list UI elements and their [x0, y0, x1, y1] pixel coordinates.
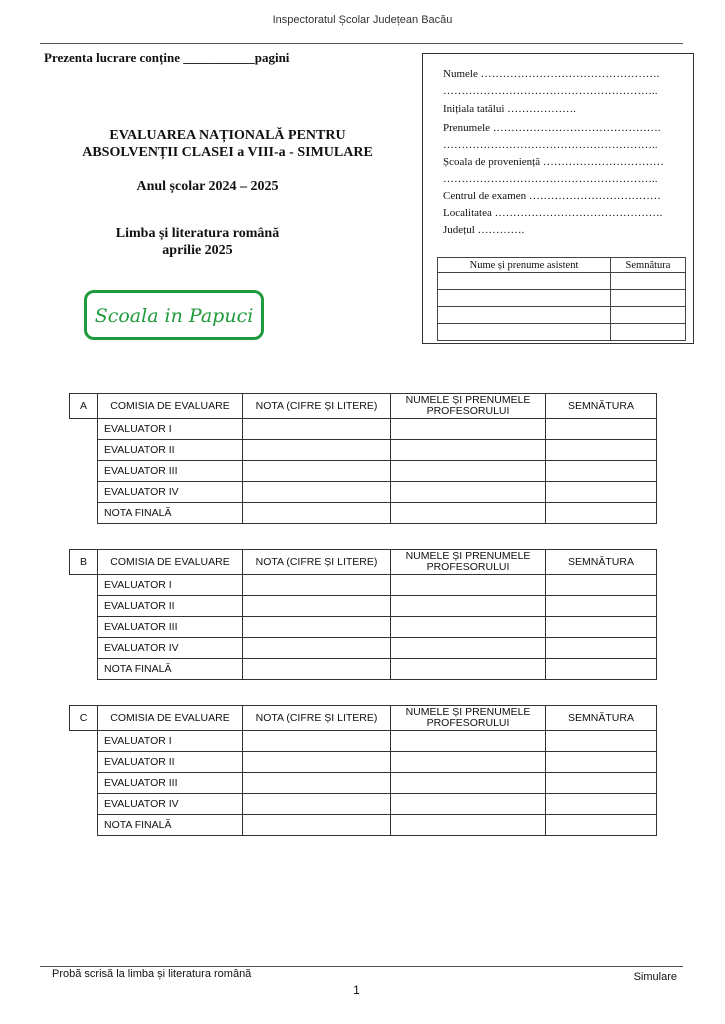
evaluator-label: EVALUATOR I	[98, 575, 243, 596]
final-grade-label: NOTA FINALĂ	[98, 659, 243, 680]
evaluator-label: EVALUATOR I	[98, 731, 243, 752]
header-signature: SEMNĂTURA	[546, 550, 657, 575]
id-line-scoala: Școala de proveniență ……………………………	[443, 156, 664, 168]
final-grade-row	[70, 503, 657, 524]
assistant-name-cell[interactable]	[438, 307, 611, 324]
grade-cell[interactable]	[243, 617, 391, 638]
signature-cell[interactable]	[546, 503, 657, 524]
evaluator-row	[70, 617, 657, 638]
final-grade-row	[70, 815, 657, 836]
grade-cell[interactable]	[243, 794, 391, 815]
grade-cell[interactable]	[243, 815, 391, 836]
signature-cell[interactable]	[546, 596, 657, 617]
evaluator-row	[70, 482, 657, 503]
header-signature: SEMNĂTURA	[546, 394, 657, 419]
section-letter: B	[70, 550, 98, 575]
assistant-name-cell[interactable]	[438, 273, 611, 290]
teacher-name-cell[interactable]	[391, 638, 546, 659]
header-teacher-name: NUMELE ȘI PRENUMELE PROFESORULUI	[391, 550, 546, 575]
grade-cell[interactable]	[243, 482, 391, 503]
evaluation-table-b	[69, 549, 657, 680]
assistant-name-cell[interactable]	[438, 290, 611, 307]
grade-cell[interactable]	[243, 731, 391, 752]
teacher-name-cell[interactable]	[391, 503, 546, 524]
evaluation-header-row	[70, 394, 657, 419]
signature-cell[interactable]	[546, 773, 657, 794]
evaluator-row	[70, 419, 657, 440]
assistant-row	[438, 273, 686, 290]
id-line-judetul: Județul ………….	[443, 224, 525, 236]
id-line-prenumele: Prenumele ……………………………………….	[443, 122, 661, 134]
evaluator-label: EVALUATOR III	[98, 617, 243, 638]
exam-date: aprilie 2025	[162, 243, 233, 258]
id-line-localitatea: Localitatea ……………………………………….	[443, 207, 663, 219]
signature-cell[interactable]	[546, 482, 657, 503]
exam-title-line2: ABSOLVENȚII CLASEI a VIII-a - SIMULARE	[82, 145, 373, 160]
evaluator-row	[70, 596, 657, 617]
grade-cell[interactable]	[243, 659, 391, 680]
evaluator-label: EVALUATOR II	[98, 596, 243, 617]
header-commission: COMISIA DE EVALUARE	[98, 394, 243, 419]
evaluator-row	[70, 638, 657, 659]
subject-name: Limba și literatura română	[115, 226, 280, 241]
id-line-numele-cont: …………………………………………………..	[443, 85, 658, 97]
assistant-row	[438, 324, 686, 341]
teacher-name-cell[interactable]	[391, 482, 546, 503]
grade-cell[interactable]	[243, 596, 391, 617]
grade-cell[interactable]	[243, 503, 391, 524]
evaluator-row	[70, 794, 657, 815]
header-commission: COMISIA DE EVALUARE	[98, 706, 243, 731]
evaluator-label: EVALUATOR III	[98, 773, 243, 794]
evaluator-row	[70, 440, 657, 461]
evaluator-label: EVALUATOR I	[98, 419, 243, 440]
evaluator-row	[70, 773, 657, 794]
header-signature: SEMNĂTURA	[546, 706, 657, 731]
assistant-signature-cell[interactable]	[611, 307, 686, 324]
teacher-name-cell[interactable]	[391, 617, 546, 638]
evaluation-table-a	[69, 393, 657, 524]
assistant-row	[438, 290, 686, 307]
exam-subject	[60, 225, 335, 259]
final-grade-row	[70, 659, 657, 680]
assistant-signature-cell[interactable]	[611, 273, 686, 290]
signature-cell[interactable]	[546, 659, 657, 680]
teacher-name-cell[interactable]	[391, 731, 546, 752]
teacher-name-cell[interactable]	[391, 659, 546, 680]
signature-cell[interactable]	[546, 419, 657, 440]
grade-cell[interactable]	[243, 752, 391, 773]
header-teacher-name: NUMELE ȘI PRENUMELE PROFESORULUI	[391, 706, 546, 731]
signature-cell[interactable]	[546, 794, 657, 815]
footer-exam-name: Probă scrisă la limba și literatura română	[52, 968, 252, 980]
evaluation-header-row	[70, 706, 657, 731]
exam-title	[60, 127, 395, 161]
signature-cell[interactable]	[546, 440, 657, 461]
evaluation-table-c	[69, 705, 657, 836]
header-grade: NOTA (CIFRE ȘI LITERE)	[243, 394, 391, 419]
teacher-name-cell[interactable]	[391, 794, 546, 815]
signature-cell[interactable]	[546, 617, 657, 638]
evaluation-header-row	[70, 550, 657, 575]
evaluator-label: EVALUATOR II	[98, 752, 243, 773]
id-line-initiala: Inițiala tatălui ……………….	[443, 103, 576, 115]
grade-cell[interactable]	[243, 440, 391, 461]
svg-text:Scoala in Papuci: Scoala in Papuci	[94, 305, 254, 327]
signature-cell[interactable]	[546, 815, 657, 836]
header-commission: COMISIA DE EVALUARE	[98, 550, 243, 575]
header-grade: NOTA (CIFRE ȘI LITERE)	[243, 550, 391, 575]
exam-title-line1: EVALUAREA NAȚIONALĂ PENTRU	[109, 128, 346, 143]
school-year: Anul școlar 2024 – 2025	[136, 179, 279, 194]
grade-cell[interactable]	[243, 461, 391, 482]
signature-cell[interactable]	[546, 461, 657, 482]
assistant-signature-header: Semnătura	[611, 258, 686, 273]
grade-cell[interactable]	[243, 419, 391, 440]
assistant-row	[438, 307, 686, 324]
assistant-table	[437, 257, 686, 341]
logo-script-text	[87, 293, 261, 337]
teacher-name-cell[interactable]	[391, 596, 546, 617]
teacher-name-cell[interactable]	[391, 419, 546, 440]
evaluator-label: EVALUATOR IV	[98, 638, 243, 659]
evaluator-row	[70, 575, 657, 596]
id-line-centrul: Centrul de examen ………………………………	[443, 190, 661, 202]
teacher-name-cell[interactable]	[391, 752, 546, 773]
header-divider	[40, 43, 683, 44]
final-grade-label: NOTA FINALĂ	[98, 815, 243, 836]
id-line-scoala-cont: …………………………………………………..	[443, 173, 658, 185]
signature-cell[interactable]	[546, 752, 657, 773]
evaluator-row	[70, 461, 657, 482]
teacher-name-cell[interactable]	[391, 575, 546, 596]
inspectorate-header: Inspectoratul Școlar Județean Bacău	[272, 14, 453, 26]
grade-cell[interactable]	[243, 773, 391, 794]
scoala-in-papuci-logo	[84, 290, 264, 340]
evaluator-label: EVALUATOR II	[98, 440, 243, 461]
grade-cell[interactable]	[243, 638, 391, 659]
evaluator-label: EVALUATOR IV	[98, 794, 243, 815]
pages-count-line: Prezenta lucrare conține ___________pagini	[44, 50, 290, 65]
evaluator-label: EVALUATOR IV	[98, 482, 243, 503]
footer-simulation-label: Simulare	[633, 971, 677, 983]
assistant-name-cell[interactable]	[438, 324, 611, 341]
final-grade-label: NOTA FINALĂ	[98, 503, 243, 524]
id-line-numele: Numele ………………………………………….	[443, 68, 660, 80]
section-letter: A	[70, 394, 98, 419]
page-number: 1	[353, 983, 360, 997]
id-line-prenumele-cont: …………………………………………………..	[443, 139, 658, 151]
assistant-name-header: Nume și prenume asistent	[438, 258, 611, 273]
signature-cell[interactable]	[546, 638, 657, 659]
header-grade: NOTA (CIFRE ȘI LITERE)	[243, 706, 391, 731]
teacher-name-cell[interactable]	[391, 815, 546, 836]
student-identity-box	[422, 53, 694, 344]
evaluator-row	[70, 731, 657, 752]
teacher-name-cell[interactable]	[391, 773, 546, 794]
evaluator-row	[70, 752, 657, 773]
grade-cell[interactable]	[243, 575, 391, 596]
header-teacher-name: NUMELE ȘI PRENUMELE PROFESORULUI	[391, 394, 546, 419]
teacher-name-cell[interactable]	[391, 461, 546, 482]
section-letter: C	[70, 706, 98, 731]
footer-divider	[40, 966, 683, 967]
teacher-name-cell[interactable]	[391, 440, 546, 461]
evaluator-label: EVALUATOR III	[98, 461, 243, 482]
signature-cell[interactable]	[546, 575, 657, 596]
assistant-signature-cell[interactable]	[611, 324, 686, 341]
assistant-signature-cell[interactable]	[611, 290, 686, 307]
signature-cell[interactable]	[546, 731, 657, 752]
